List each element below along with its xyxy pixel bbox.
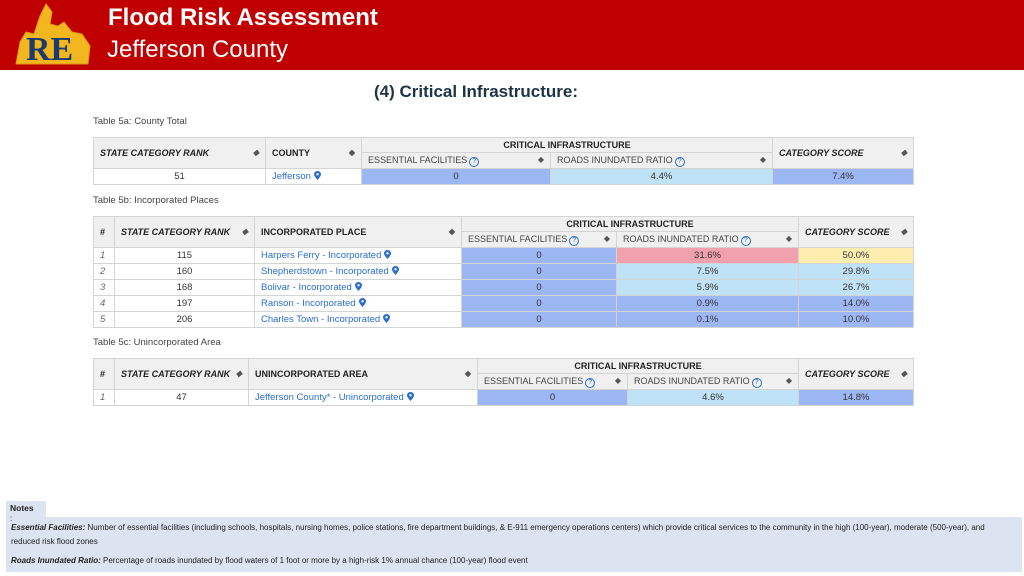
col-header-score[interactable]: CATEGORY SCORE ◆ [773,138,914,169]
cell-idx: 5 [94,312,115,328]
cell-rank: 168 [115,280,255,296]
note-essential-facilities [11,521,1011,549]
sort-icon[interactable]: ◆ [464,369,471,378]
location-pin-icon [383,314,390,323]
help-icon[interactable]: ? [585,378,595,388]
cell-rank: 115 [115,248,255,264]
cell-score: 7.4% [773,169,914,185]
table-b-caption: Table 5b: Incorporated Places [93,195,219,206]
col-header-score[interactable]: CATEGORY SCORE ◆ [799,217,914,248]
cell-rir: 5.9% [617,280,799,296]
logo [12,2,94,68]
cell-rank: 47 [115,390,249,406]
place-link[interactable]: Harpers Ferry - Incorporated [255,248,462,264]
help-icon[interactable]: ? [752,378,762,388]
col-header-name[interactable]: COUNTY ◆ [266,138,362,169]
table-incorporated-places [93,216,914,328]
note-text: Percentage of roads inundated by flood waters of 1 foot or more by a high-risk 1% annual chance (100-year) flood event [103,556,528,565]
group-header: CRITICAL INFRASTRUCTURE [478,359,799,374]
note-roads-inundated [11,556,1011,565]
sort-icon[interactable]: ◆ [900,369,908,378]
help-icon[interactable]: ? [675,157,685,167]
sort-icon[interactable]: ◆ [348,148,355,157]
col-header-ef[interactable]: ESSENTIAL FACILITIES ? ◆ [362,153,551,169]
location-pin-icon [407,392,414,401]
section-title: (4) Critical Infrastructure: [373,82,579,101]
table-row [94,248,914,264]
sort-icon[interactable]: ◆ [241,227,248,236]
col-header-rir[interactable]: ROADS INUNDATED RATIO ? ◆ [551,153,773,169]
cell-idx: 1 [94,390,115,406]
table-c-caption: Table 5c: Unincorporated Area [93,337,221,348]
table-county-total [93,137,914,185]
table-row [94,169,914,185]
cell-idx: 3 [94,280,115,296]
table-unincorporated-area [93,358,914,406]
note-text: Number of essential facilities (including schools, hospitals, nursing homes, police stations, fire department buildings, & E-911 emergency operations centers) which provide critical services to the community in the high (100-year), moderate (500-year), and reduced risk flood zones [11,523,985,546]
table-a-caption: Table 5a: County Total [93,116,187,127]
cell-rank: 51 [94,169,266,185]
location-pin-icon [314,171,321,180]
page-subtitle: Jefferson County [107,36,288,63]
sort-icon[interactable]: ◆ [785,233,793,243]
cell-ef: 0 [362,169,551,185]
cell-rank: 206 [115,312,255,328]
col-header-idx: # [94,217,115,248]
cell-idx: 1 [94,248,115,264]
table-row [94,312,914,328]
place-link[interactable]: Shepherdstown - Incorporated [255,264,462,280]
area-link[interactable]: Jefferson County* - Unincorporated [249,390,478,406]
help-icon[interactable]: ? [469,157,479,167]
col-header-name[interactable]: UNINCORPORATED AREA ◆ [249,359,478,390]
help-icon[interactable]: ? [569,236,579,246]
sort-icon[interactable]: ◆ [785,375,793,385]
location-pin-icon [359,298,366,307]
cell-rank: 197 [115,296,255,312]
cell-ef: 0 [462,264,617,280]
help-icon[interactable]: ? [741,236,751,246]
cell-rir: 7.5% [617,264,799,280]
cell-score: 29.8% [799,264,914,280]
col-header-score[interactable]: CATEGORY SCORE ◆ [799,359,914,390]
cell-rir: 0.1% [617,312,799,328]
location-pin-icon [392,266,399,275]
cell-rank: 160 [115,264,255,280]
col-header-rir[interactable]: ROADS INUNDATED RATIO ? ◆ [628,374,799,390]
cell-ef: 0 [478,390,628,406]
cell-idx: 2 [94,264,115,280]
sort-icon[interactable]: ◆ [537,154,544,164]
table-row [94,280,914,296]
col-header-idx: # [94,359,115,390]
table-row [94,390,914,406]
table-row [94,296,914,312]
logo-text: RE [26,31,74,68]
sort-icon[interactable]: ◆ [448,227,455,236]
cell-rir: 4.6% [628,390,799,406]
sort-icon[interactable]: ◆ [235,369,242,378]
cell-idx: 4 [94,296,115,312]
place-link[interactable]: Ranson - Incorporated [255,296,462,312]
col-header-ef[interactable]: ESSENTIAL FACILITIES ? ◆ [462,232,617,248]
page-title: Flood Risk Assessment [108,4,378,31]
county-link[interactable]: Jefferson [266,169,362,185]
cell-score: 50.0% [799,248,914,264]
header-bar [0,0,1024,70]
sort-icon[interactable]: ◆ [603,233,610,243]
col-header-rank[interactable]: STATE CATEGORY RANK ◆ [94,138,266,169]
col-header-name[interactable]: INCORPORATED PLACE ◆ [255,217,462,248]
sort-icon[interactable]: ◆ [252,148,259,157]
cell-score: 10.0% [799,312,914,328]
place-link[interactable]: Charles Town - Incorporated [255,312,462,328]
col-header-ef[interactable]: ESSENTIAL FACILITIES ? ◆ [478,374,628,390]
cell-ef: 0 [462,296,617,312]
sort-icon[interactable]: ◆ [900,227,908,236]
notes-label: Notes [6,501,46,517]
col-header-rank[interactable]: STATE CATEGORY RANK ◆ [115,359,249,390]
sort-icon[interactable]: ◆ [614,375,621,385]
group-header: CRITICAL INFRASTRUCTURE [362,138,773,153]
cell-ef: 0 [462,280,617,296]
location-pin-icon [355,282,362,291]
cell-ef: 0 [462,248,617,264]
group-header: CRITICAL INFRASTRUCTURE [462,217,799,232]
sort-icon[interactable]: ◆ [900,148,908,157]
cell-score: 14.0% [799,296,914,312]
table-row [94,264,914,280]
cell-rir: 0.9% [617,296,799,312]
cell-score: 26.7% [799,280,914,296]
notes-colon: : [10,514,13,523]
cell-rir: 31.6% [617,248,799,264]
cell-rir: 4.4% [551,169,773,185]
note-term: Essential Facilities: [11,523,86,532]
location-pin-icon [384,250,391,259]
note-term: Roads Inundated Ratio: [11,556,101,565]
place-link[interactable]: Bolivar - Incorporated [255,280,462,296]
col-header-rir[interactable]: ROADS INUNDATED RATIO ? ◆ [617,232,799,248]
sort-icon[interactable]: ◆ [759,154,767,164]
cell-ef: 0 [462,312,617,328]
col-header-rank[interactable]: STATE CATEGORY RANK ◆ [115,217,255,248]
cell-score: 14.8% [799,390,914,406]
